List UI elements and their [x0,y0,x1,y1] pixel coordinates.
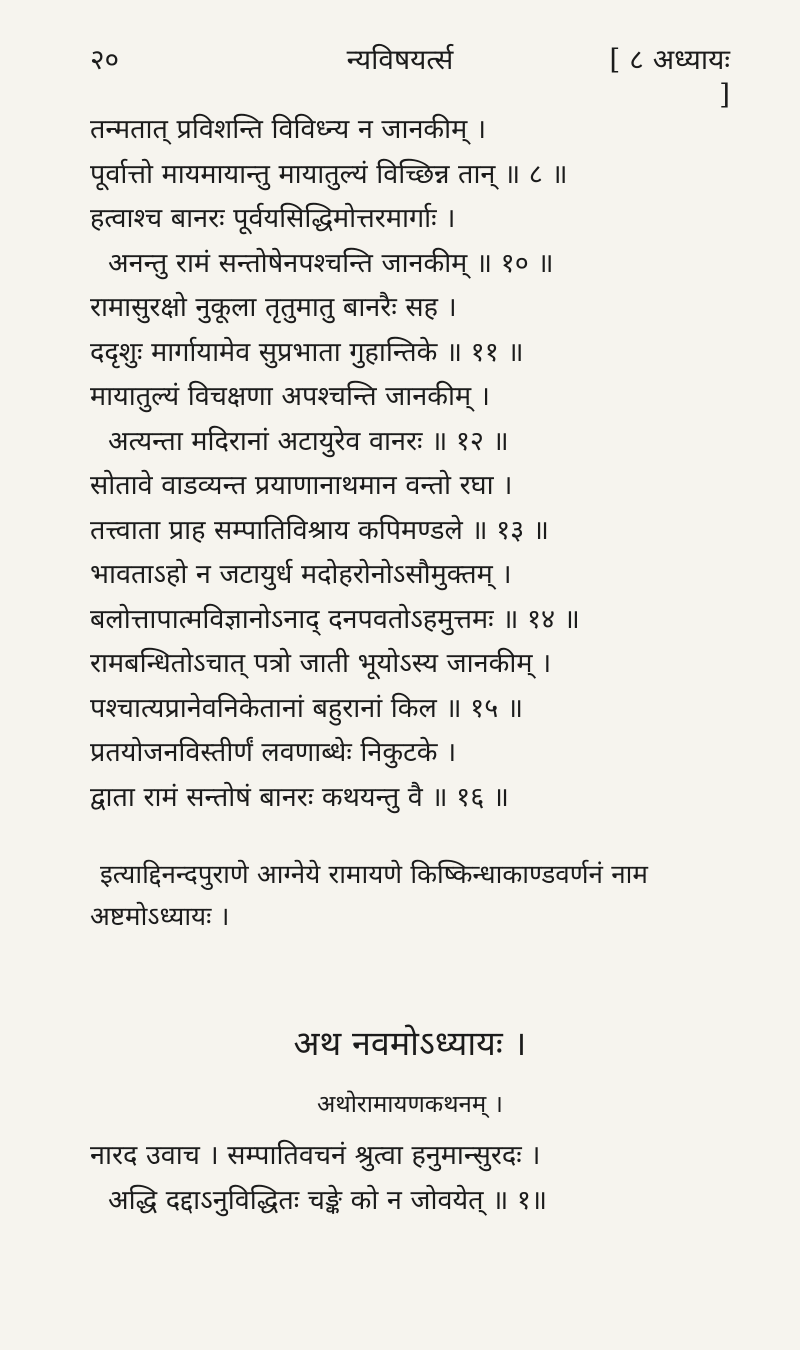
verse-line: हत्वाश्च बानरः पूर्वयसिद्धिमोत्तरमार्गाः । [90,203,456,234]
verse-line: रामबन्धितोऽचात् पत्रो जाती भूयोऽस्य जानकीम् । [90,648,552,679]
verse-line: ददृशुः मार्गायामेव सुप्रभाता गुहान्तिके ॥ ११ ॥ [90,336,524,368]
verse-line: अद्धि दद्दाऽनुविद्धितः चङ्के को न जोवयेत् ॥ १॥ [108,1184,548,1216]
verse-block [90,108,730,820]
verse-line: सोतावे वाडव्यन्त प्रयाणानाथमान वन्तो रघा । [90,470,513,501]
section-heading: अथ नवमोऽध्यायः । [293,1024,527,1064]
colophon: इत्याद्दिनन्दपुराणे आग्नेये रामायणे किष्किन्धाकाण्डवर्णनं नाम अष्टमोऽध्यायः । [90,860,648,932]
verse-line: द्वाता रामं सन्तोषं बानरः कथयन्तु वै ॥ १६ ॥ [90,781,509,813]
verse-line: बलोत्तापात्मविज्ञानोऽनाद् दनपवतोऽहमुत्तमः ॥ १४ ॥ [90,603,580,635]
verse-line: तन्मतात् प्रविशन्ति विविध्न्य न जानकीम् । [90,114,487,145]
verse-line: प्रतयोजनविस्तीर्णं लवणाब्धेः निकुटके । [90,737,457,768]
verse-line: अत्यन्ता मदिरानां अटायुरेव वानरः ॥ १२ ॥ [108,425,509,457]
verse-line: रामासुरक्षो नुकूला तृतुमातु बानरैः सह । [90,292,457,323]
chapter-marker: [ ८ अध्यायः ] [609,43,730,111]
page-number: २० [90,43,120,76]
verse-line: पश्चात्यप्रानेवनिकेतानां बहुरानां किल ॥ १५ ॥ [90,692,524,724]
verse-line: पूर्वात्तो मायमायान्तु मायातुल्यं विच्छिन्न तान् ॥ ८ ॥ [90,158,568,190]
verse-line: मायातुल्यं विचक्षणा अपश्चन्ति जानकीम् । [90,381,490,412]
running-title: न्यविषयर्त्स [346,43,454,76]
verse-line: नारद उवाच । सम्पातिवचनं श्रुत्वा हनुमान्सुरदः । [90,1140,541,1171]
verse-block-final [90,1134,730,1223]
verse-line: तत्त्वाता प्राह सम्पातिविश्राय कपिमण्डले ॥ १३ ॥ [90,514,549,546]
subheading: अथोरामायणकथनम् । [317,1090,503,1118]
page-header [90,40,730,111]
verse-line: भावताऽहो न जटायुर्ध मदोहरोनोऽसौमुक्तम् । [90,559,512,590]
verse-line: अनन्तु रामं सन्तोषेनपश्चन्ति जानकीम् ॥ १० ॥ [108,247,554,279]
